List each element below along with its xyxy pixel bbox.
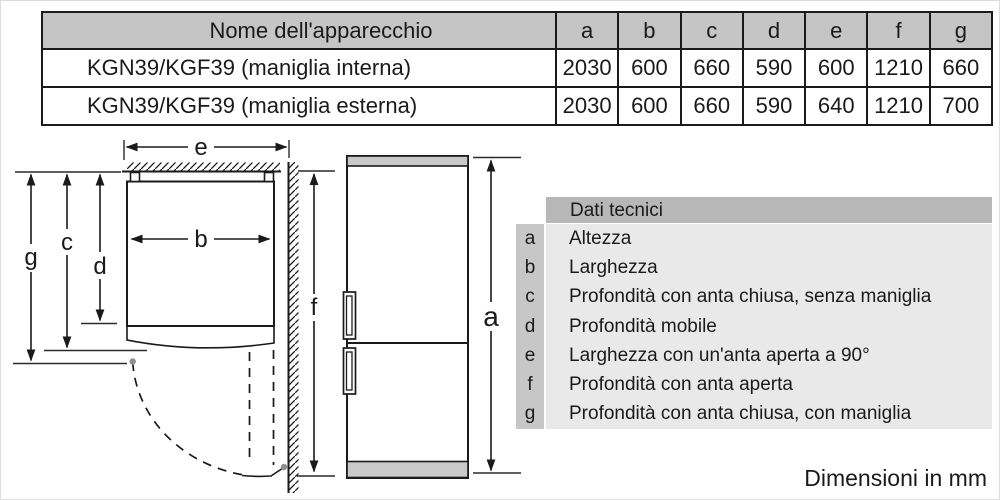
table-header-d: d <box>743 12 805 49</box>
legend-key: e <box>516 341 546 370</box>
dim-label-a: a <box>483 301 499 332</box>
table-cell: 2030 <box>556 87 618 125</box>
legend-key: d <box>516 312 546 341</box>
legend-label: Profondità mobile <box>546 312 992 341</box>
dimension-e <box>124 134 289 161</box>
legend-key: b <box>516 253 546 282</box>
legend-item-a <box>516 224 992 253</box>
table-cell: 660 <box>681 87 743 125</box>
legend-label: Larghezza con un'anta aperta a 90° <box>546 341 992 370</box>
upper-door-handle <box>344 292 356 339</box>
dimensions-table <box>41 11 993 126</box>
fridge-top-view <box>127 173 287 477</box>
legend-key: c <box>516 283 546 312</box>
table-cell: 2030 <box>556 49 618 87</box>
table-header-b: b <box>618 12 680 49</box>
legend-item-b <box>516 253 992 282</box>
dimension-d <box>81 175 117 324</box>
dimension-f <box>297 171 335 476</box>
legend-item-c <box>516 283 992 312</box>
dimension-a <box>473 158 521 474</box>
table-header-c: c <box>681 12 743 49</box>
table-cell: 660 <box>930 49 992 87</box>
dim-label-d: d <box>93 253 107 280</box>
legend-title: Dati tecnici <box>546 197 992 223</box>
dim-label-b: b <box>194 226 208 253</box>
legend-key: f <box>516 370 546 399</box>
table-cell: 600 <box>618 87 680 125</box>
fridge-plinth <box>347 462 468 478</box>
legend-label: Profondità con anta aperta <box>546 370 992 399</box>
table-cell: 640 <box>805 87 867 125</box>
table-cell: 1210 <box>867 87 929 125</box>
wall-side <box>289 162 299 493</box>
model-name: KGN39/KGF39 (maniglia esterna) <box>42 87 556 125</box>
fridge-front-view <box>344 156 469 478</box>
legend-label: Altezza <box>546 224 992 253</box>
legend-label: Profondità con anta chiusa, con maniglia <box>546 400 992 429</box>
table-header-name: Nome dell'apparecchio <box>42 12 556 49</box>
table-header-g: g <box>930 12 992 49</box>
table-header-e: e <box>805 12 867 49</box>
table-cell: 600 <box>618 49 680 87</box>
legend-label: Profondità con anta chiusa, senza maniglia <box>546 283 992 312</box>
table-row <box>42 87 992 125</box>
open-door-end <box>242 468 283 476</box>
legend-item-g <box>516 400 992 429</box>
table-cell: 1210 <box>867 49 929 87</box>
table-header-f: f <box>867 12 929 49</box>
dim-label-f: f <box>310 294 318 321</box>
legend-key: g <box>516 400 546 429</box>
dimension-diagram <box>1 131 521 500</box>
legend-key: a <box>516 224 546 253</box>
table-header-row <box>42 12 992 49</box>
hinge-dot <box>130 358 136 364</box>
table-cell: 590 <box>743 87 805 125</box>
legend-item-e <box>516 341 992 370</box>
legend <box>516 224 992 429</box>
door-front <box>127 326 274 348</box>
legend-label: Larghezza <box>546 253 992 282</box>
table-row <box>42 49 992 87</box>
lower-door-handle <box>344 348 356 394</box>
door-swing-arc <box>133 362 244 475</box>
table-header-a: a <box>556 12 618 49</box>
wall-top <box>122 163 281 172</box>
table-cell: 590 <box>743 49 805 87</box>
table-cell: 700 <box>930 87 992 125</box>
hinge-right <box>265 173 274 182</box>
legend-item-d <box>516 312 992 341</box>
fridge-top-cap <box>347 156 468 166</box>
hinge-left <box>131 173 140 182</box>
legend-item-f <box>516 370 992 399</box>
table-cell: 660 <box>681 49 743 87</box>
hinge-dot <box>281 464 287 470</box>
table-cell: 600 <box>805 49 867 87</box>
dim-label-g: g <box>24 244 38 271</box>
units-note: Dimensioni in mm <box>804 465 987 491</box>
dim-label-e: e <box>194 134 208 161</box>
dim-label-c: c <box>61 229 73 256</box>
model-name: KGN39/KGF39 (maniglia interna) <box>42 49 556 87</box>
